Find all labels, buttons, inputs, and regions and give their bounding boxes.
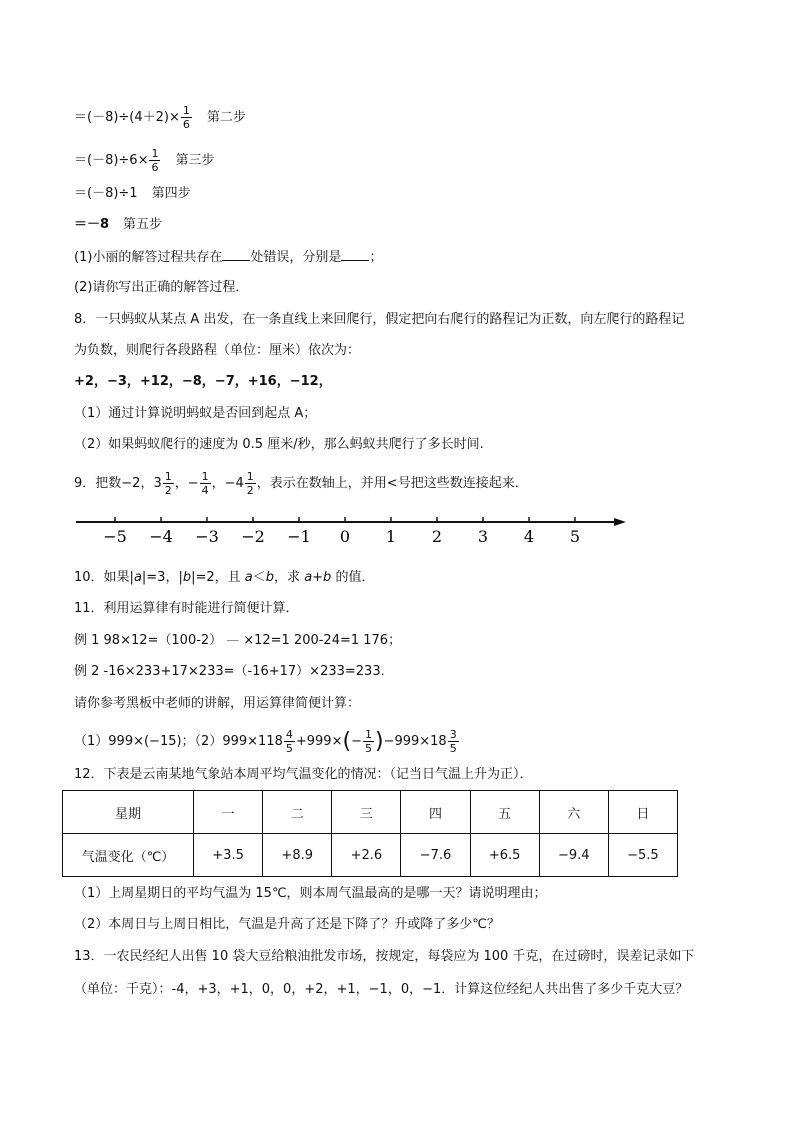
number-line-label: 2 (431, 527, 443, 546)
dash-mark: — (226, 633, 240, 648)
table-header-cell: 气温变化（℃） (63, 834, 194, 877)
q10-line: 10．如果|a|=3，|b|=2，且 a＜b，求 a+b 的值． (74, 570, 375, 585)
answer-blank[interactable] (341, 248, 369, 261)
table-header-cell: 星期 (63, 791, 194, 834)
number-line-label: −4 (149, 527, 173, 546)
fraction-one-half: $\frac{1}{2}$ (164, 470, 172, 497)
table-cell: +3.5 (194, 834, 263, 877)
number-line (0, 505, 794, 555)
q7-sub2: (2)请你写出正确的解答过程． (74, 280, 249, 295)
fraction-one-sixth: $\frac{1}{6}$ (182, 104, 190, 131)
answer-blank[interactable] (222, 248, 250, 261)
table-row (63, 834, 678, 877)
table-cell: 五 (470, 791, 539, 834)
number-line-label: −1 (287, 527, 311, 546)
number-line-label: 3 (477, 527, 489, 546)
step-3-label: 第三步 (175, 153, 215, 168)
number-line-label: 0 (339, 527, 351, 546)
step-3-line (74, 147, 215, 174)
table-cell: 三 (332, 791, 401, 834)
q12-title: 12．下表是云南某地气象站本周平均气温变化的情况：（记当日气温上升为正）． (74, 767, 533, 782)
table-cell: +2.6 (332, 834, 401, 877)
step-2-expression: ＝(－8)÷(4＋2)× (74, 110, 180, 125)
number-line-labels (103, 527, 580, 546)
step-2-label: 第二步 (206, 110, 246, 125)
q11-example-1: 例 1 98×12=（100-2） — ×12=1 200-24=1 176； (74, 633, 402, 648)
q12-sub2: （2）本周日与上周日相比，气温是升高了还是下降了？升或降了多少℃？ (74, 917, 500, 932)
fraction-four-fifths: $\frac{4}{5}$ (285, 728, 293, 755)
q13-line2: （单位：千克）：-4，+3，+1，0，0，+2，+1，−1，0，−1．计算这位经纪人共出售了多少千克大豆？ (74, 982, 689, 997)
q11-title: 11．利用运算律有时能进行简便计算． (74, 601, 299, 616)
q11-example-2: 例 2 -16×233+17×233=（-16+17）×233=233． (74, 664, 394, 679)
step-5-line (74, 216, 162, 234)
arrow-right-icon (614, 518, 626, 526)
number-line-label: 1 (385, 527, 397, 546)
fraction-one-fifth: $\frac{1}{5}$ (364, 728, 372, 755)
table-cell: +8.9 (263, 834, 332, 877)
number-line-label: −3 (195, 527, 219, 546)
number-line-label: 4 (523, 527, 535, 546)
fraction-three-fifths: $\frac{3}{5}$ (449, 728, 457, 755)
step-4-expression: ＝(－8)÷1 (74, 186, 138, 201)
number-line-label: −5 (103, 527, 127, 546)
q9-line: 9．把数−2，3 $\frac{1}{2}$ ，− $\frac{1}{4}$ ，−4 $\frac{1}{2}$ ，表示在数轴上，并用<号把这些数连接起来． (74, 470, 528, 497)
q12-sub1: （1）上周星期日的平均气温为 15℃，则本周气温最高的是哪一天？请说明理由； (74, 886, 547, 901)
q13-line1: 13．一农民经纪人出售 10 袋大豆给粮油批发市场，按规定，每袋应为 100 千克，在过磅时，误差记录如下 (74, 949, 695, 964)
table-cell: +6.5 (470, 834, 539, 877)
fraction-one-quarter: $\frac{1}{4}$ (201, 470, 209, 497)
table-cell: 四 (401, 791, 470, 834)
q7-sub1: (1)小丽的解答过程共存在 处错误，分别是 ； (74, 250, 383, 265)
q8-line2: 为负数，则爬行各段路程（单位：厘米）依次为： (74, 343, 361, 358)
step-4-label: 第四步 (151, 186, 191, 201)
q8-data: +2，−3，+12，−8，−7，+16，−12， (74, 374, 332, 389)
q8-sub1: （1）通过计算说明蚂蚁是否回到起点 A； (74, 406, 317, 421)
table-cell: −5.5 (608, 834, 677, 877)
step-4-line (74, 185, 191, 203)
fraction-one-half: $\frac{1}{2}$ (246, 470, 254, 497)
fraction-one-sixth: $\frac{1}{6}$ (151, 147, 159, 174)
q11-problems: （1）999×(−15)；（2）999×118 $\frac{4}{5}$ +999×(− $\frac{1}{5}$ )−999×18 $\frac{3}{5}$ (74, 728, 457, 755)
step-5-expression: ＝－8 (74, 217, 110, 232)
table-cell: −9.4 (539, 834, 608, 877)
step-3-expression: ＝(－8)÷6× (74, 153, 149, 168)
step-5-label: 第五步 (123, 217, 163, 232)
q8-line1: 8．一只蚂蚁从某点 A 出发，在一条直线上来回爬行，假定把向右爬行的路程记为正数，向左爬行的路程记 (74, 312, 685, 327)
number-line-label: 5 (569, 527, 581, 546)
table-cell: 日 (608, 791, 677, 834)
table-cell: 一 (194, 791, 263, 834)
table-cell: −7.6 (401, 834, 470, 877)
table-row (63, 791, 678, 834)
q11-prompt: 请你参考黑板中老师的讲解，用运算律简便计算： (74, 696, 361, 711)
temperature-table (62, 790, 678, 877)
table-cell: 六 (539, 791, 608, 834)
q8-sub2: （2）如果蚂蚁爬行的速度为 0.5 厘米/秒，那么蚂蚁共爬行了多长时间. (74, 437, 484, 452)
table-cell: 二 (263, 791, 332, 834)
number-line-label: −2 (241, 527, 265, 546)
step-2-line (74, 104, 246, 131)
